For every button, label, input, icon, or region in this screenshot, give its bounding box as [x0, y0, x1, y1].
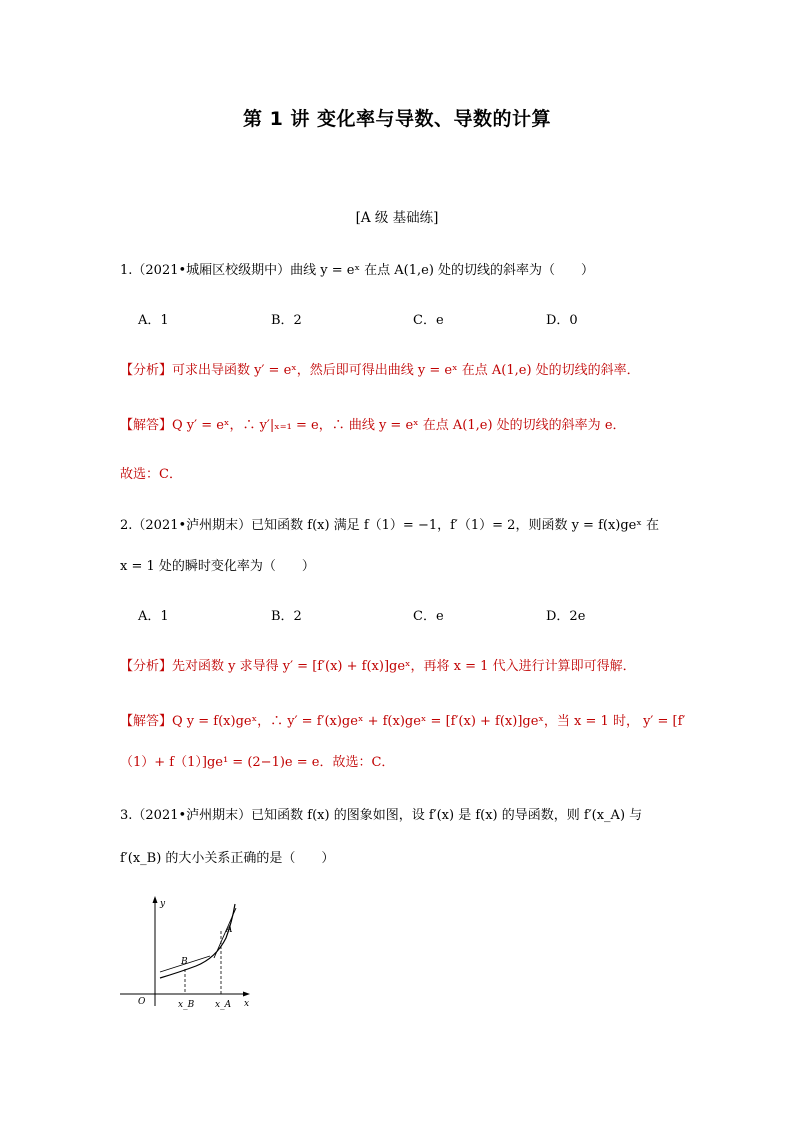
- q1-option-b: B．2: [271, 313, 302, 328]
- label-x: x: [244, 999, 250, 1009]
- q2-option-a: A．1: [138, 609, 169, 624]
- label-xa: x_A: [215, 1000, 232, 1010]
- q1-analysis: 【分析】可求出导函数 y′ = eˣ，然后即可得出曲线 y = eˣ 在点 A(1,e) 处的切线的斜率．: [120, 363, 640, 378]
- q2-solution-line2: （1）+ f（1）]ge¹ = (2−1)e = e．故选：C．: [120, 755, 395, 770]
- q1-answer: 故选：C．: [120, 467, 182, 482]
- y-axis-arrow: [153, 896, 158, 903]
- q1-solution: 【解答】Q y′ = eˣ，∴ y′|ₓ₌₁ = e，∴ 曲线 y = eˣ 在点 A(1,e) 处的切线的斜率为 e．: [120, 418, 626, 433]
- q1-option-d: D．0: [546, 313, 578, 328]
- function-curve: [160, 904, 235, 978]
- q1-stem: 1.（2021•城厢区校级期中）曲线 y = eˣ 在点 A(1,e) 处的切线的斜率为（ ）: [120, 263, 595, 278]
- q2-option-b: B．2: [271, 609, 302, 624]
- label-point-b: B: [181, 957, 188, 967]
- label-xb: x_B: [178, 1000, 195, 1010]
- q2-stem-line1: 2.（2021•泸州期末）已知函数 f(x) 满足 f（1）= −1，f′（1）= 2，则函数 y = f(x)geˣ 在: [120, 518, 660, 533]
- q2-stem-line2: x = 1 处的瞬时变化率为（ ）: [120, 559, 315, 574]
- page-title: 第 1 讲 变化率与导数、导数的计算: [242, 108, 552, 130]
- q1-option-a: A．1: [138, 313, 169, 328]
- q3-stem-line2: f′(x_B) 的大小关系正确的是（ ）: [120, 851, 335, 866]
- q2-analysis: 【分析】先对函数 y 求导得 y′ = [f′(x) + f(x)]geˣ，再将 x = 1 代入进行计算即可得解．: [120, 659, 636, 674]
- q2-option-c: C．e: [413, 609, 444, 624]
- label-origin: O: [138, 997, 146, 1007]
- q1-option-c: C．e: [413, 313, 444, 328]
- x-axis-arrow: [243, 992, 250, 997]
- function-graph: [118, 894, 258, 1012]
- section-level: [A 级 基础练]: [355, 210, 439, 226]
- tangent-at-a: [214, 908, 236, 958]
- q3-stem-line1: 3.（2021•泸州期末）已知函数 f(x) 的图象如图，设 f′(x) 是 f(x) 的导函数，则 f′(x_A) 与: [120, 808, 643, 823]
- q2-option-d: D．2e: [546, 609, 586, 624]
- q2-solution-line1: 【解答】Q y = f(x)geˣ，∴ y′ = f′(x)geˣ + f(x)geˣ = [f′(x) + f(x)]geˣ，当 x = 1 时， y′ = [f′: [120, 714, 686, 729]
- label-y: y: [160, 899, 166, 909]
- label-point-a: A: [226, 925, 233, 935]
